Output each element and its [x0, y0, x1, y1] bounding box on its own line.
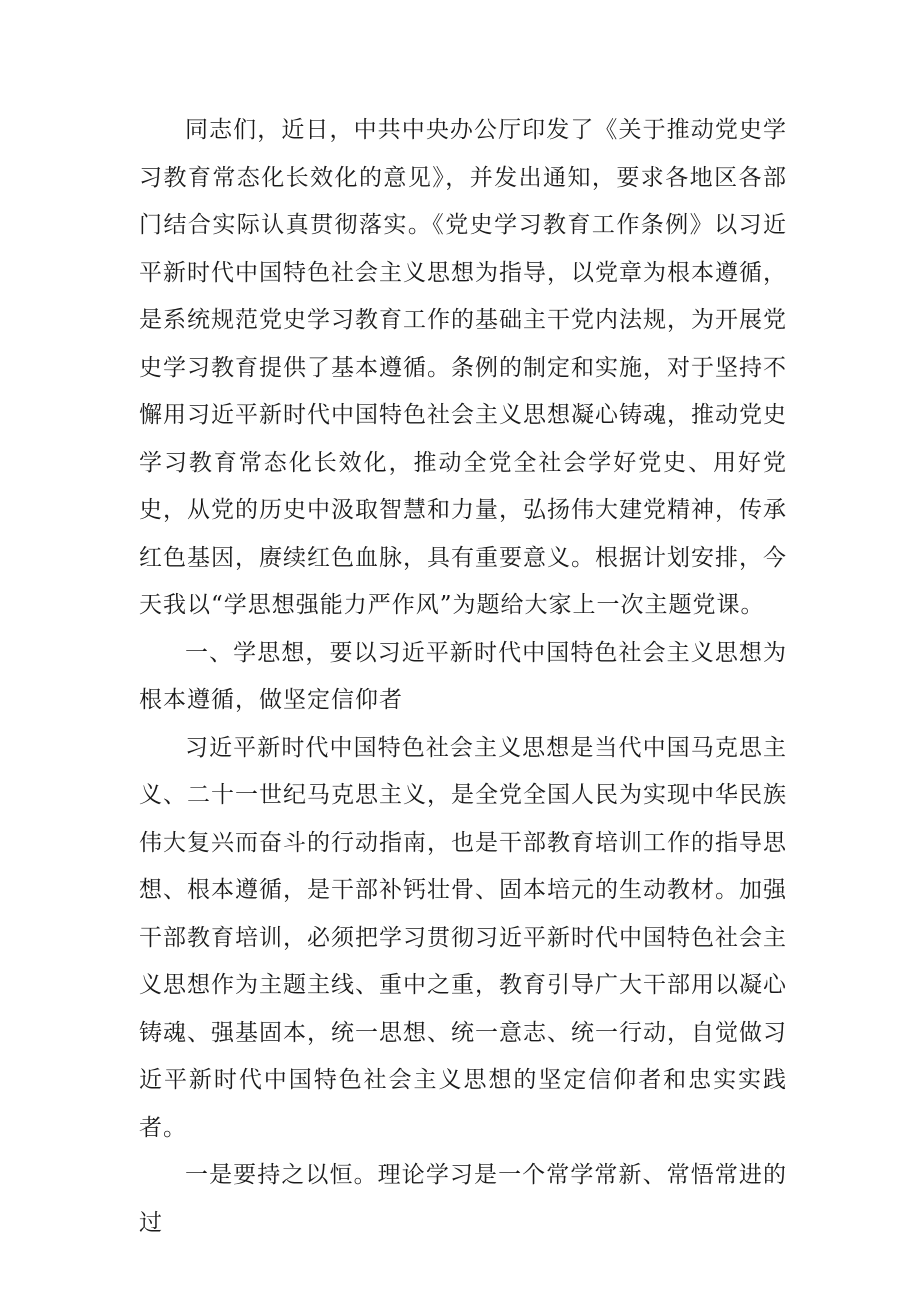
body-paragraph: 习近平新时代中国特色社会主义思想是当代中国马克思主义、二十一世纪马克思主义，是全党全国人民为实现中华民族伟大复兴而奋斗的行动指南，也是干部教育培训工作的指导思想、根本遵循，是干部补钙壮骨、固本培元的生动教材。加强干部教育培训，必须把学习贯彻习近平新时代中国特色社会主义思想作为主题主线、重中之重，教育引导广大干部用以凝心铸魂、强基固本，统一思想、统一意志、统一行动，自觉做习近平新时代中国特色社会主义思想的坚定信仰者和忠实实践者。	[139, 734, 787, 1141]
document-body	[139, 107, 787, 1247]
intro-paragraph: 同志们，近日，中共中央办公厅印发了《关于推动党史学习教育常态化长效化的意见》，并发出通知，要求各地区各部门结合实际认真贯彻落实。《党史学习教育工作条例》以习近平新时代中国特色社会主义思想为指导，以党章为根本遵循，是系统规范党史学习教育工作的基础主干党内法规，为开展党史学习教育提供了基本遵循。条例的制定和实施，对于坚持不懈用习近平新时代中国特色社会主义思想凝心铸魂，推动党史学习教育常态化长效化，推动全党全社会学好党史、用好党史，从党的历史中汲取智慧和力量，弘扬伟大建党精神，传承红色基因，赓续红色血脉，具有重要意义。根据计划安排，今天我以“学思想强能力严作风”为题给大家上一次主题党课。	[139, 117, 787, 618]
section-heading: 一、学思想，要以习近平新时代中国特色社会主义思想为根本遵循，做坚定信仰者	[139, 639, 787, 713]
body-paragraph: 一是要持之以恒。理论学习是一个常学常新、常悟常进的过	[139, 1162, 787, 1236]
